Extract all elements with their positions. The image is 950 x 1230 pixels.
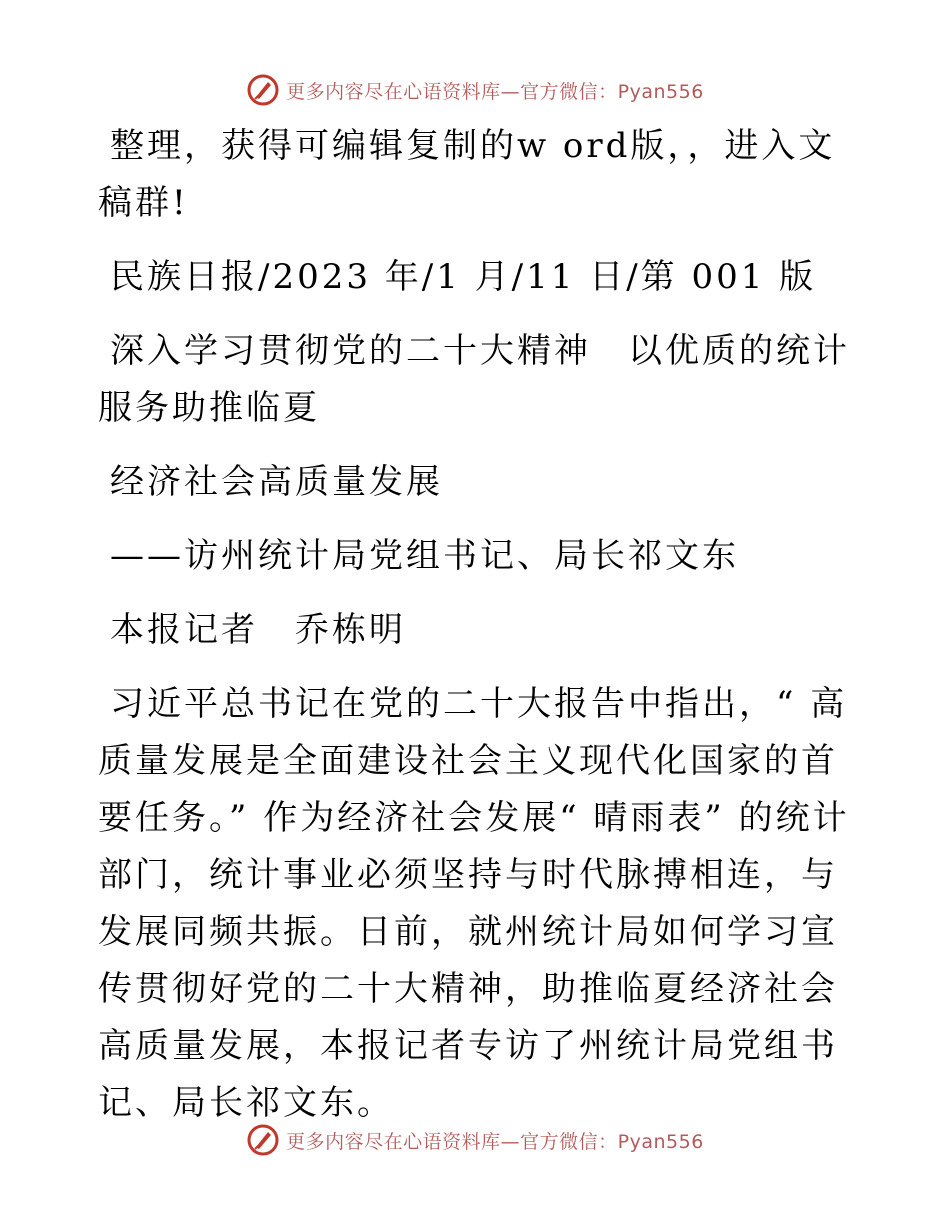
article-title-line-1: 深入学习贯彻党的二十大精神 以优质的统计服务助推临夏: [98, 331, 850, 428]
intro-paragraph: 整理，获得可编辑复制的w ord版，，进入文稿群!: [98, 126, 836, 223]
article-subtitle: ——访州统计局党组书记、局长祁文东: [110, 536, 739, 576]
header-banner-text: 更多内容尽在心语资料库—官方微信：Pyan556: [286, 80, 704, 103]
red-quill-logo-icon: [246, 73, 280, 107]
document-body: [98, 118, 858, 1132]
header-watermark-banner: [0, 70, 950, 110]
article-byline: 本报记者 乔栋明: [110, 610, 406, 650]
footer-watermark-banner: [0, 1120, 950, 1160]
article-title-line-2: 经济社会高质量发展: [110, 462, 443, 502]
article-body-paragraph: 习近平总书记在党的二十大报告中指出，“ 高质量发展是全面建设社会主义现代化国家的首要任务。” 作为经济社会发展“ 晴雨表” 的统计部门，统计事业必须坚持与时代脉搏相连，与发展同频共振。日前，就州统计局如何学习宣传贯彻好党的二十大精神，助推临夏经济社会高质量发展，本报记者专访了州统计局党组书记、局长祁文东。: [98, 684, 850, 1123]
footer-banner-text: 更多内容尽在心语资料库—官方微信：Pyan556: [286, 1130, 704, 1153]
red-quill-logo-icon: [246, 1123, 280, 1157]
source-line: 民族日报/2023 年/1 月/11 日/第 001 版: [110, 257, 817, 297]
